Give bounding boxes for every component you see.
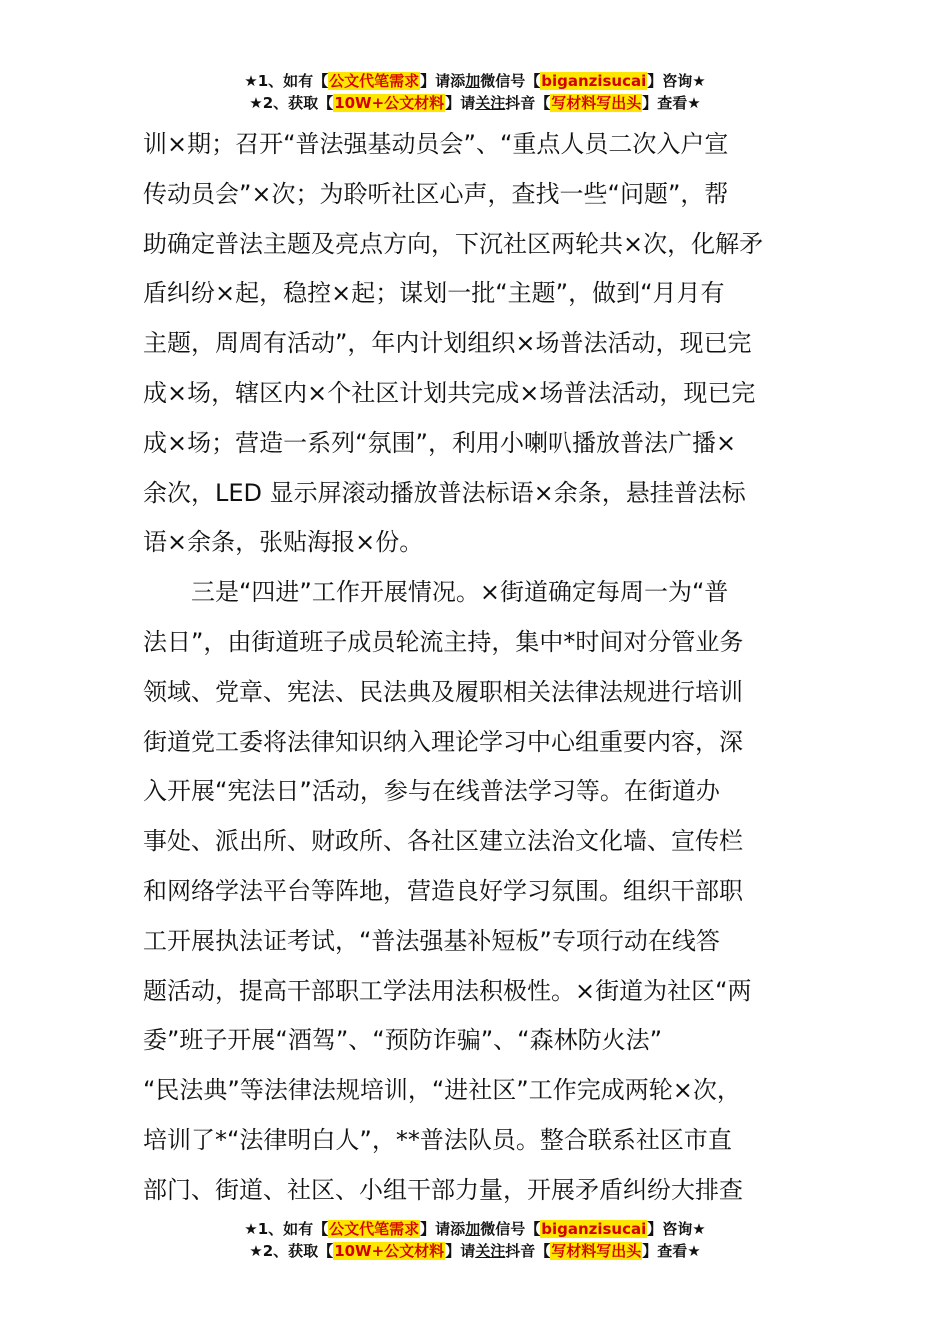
banner-text: 】请添 bbox=[420, 1220, 466, 1238]
footer-banner bbox=[0, 1218, 950, 1262]
banner-text: ★2、获取【 bbox=[249, 1242, 334, 1260]
body-line: 余次，LED 显示屏滚动播放普法标语×余条，悬挂普法标 bbox=[143, 478, 746, 507]
banner-underlined-text: 关注 bbox=[475, 1242, 506, 1260]
banner-text: ★1、如有【 bbox=[244, 1220, 329, 1238]
highlight-wechat-id: biganzisucai bbox=[541, 72, 647, 90]
body-line: 入开展“宪法日”活动，参与在线普法学习等。在街道办 bbox=[143, 777, 720, 806]
highlight-materials: 10W+公文材料 bbox=[334, 1242, 445, 1260]
body-line: 传动员会”×次；为聆听社区心声，查找一些“问题”，帮 bbox=[143, 179, 729, 208]
body-line: “民法典”等法律法规培训，“进社区”工作完成两轮×次， bbox=[143, 1076, 741, 1105]
body-line: 题活动，提高干部职工学法用法积极性。×街道为社区“两 bbox=[143, 976, 752, 1005]
banner-text: 】请 bbox=[445, 94, 476, 112]
body-line: 和网络学法平台等阵地，营造良好学习氛围。组织干部职 bbox=[143, 876, 743, 905]
banner-text: 微信号【 bbox=[480, 1220, 541, 1238]
body-line: 训×期；召开“普法强基动员会”、“重点人员二次入户宣 bbox=[143, 130, 729, 158]
highlight-wechat-id: biganzisucai bbox=[541, 1220, 647, 1238]
body-line: 工开展执法证考试，“普法强基补短板”专项行动在线答 bbox=[143, 926, 720, 955]
banner-underlined-text: 加 bbox=[465, 72, 481, 90]
banner-text: 抖音【 bbox=[505, 1242, 551, 1260]
banner-line-1 bbox=[0, 70, 950, 92]
body-line: 法日”，由街道班子成员轮流主持，集中*时间对分管业务 bbox=[143, 627, 744, 656]
banner-text: 】查看★ bbox=[642, 94, 701, 112]
highlight-douyin-account: 写材料写出头 bbox=[551, 94, 642, 112]
highlight-service: 公文代笔需求 bbox=[329, 72, 420, 90]
body-line: 成×场，辖区内×个社区计划共完成×场普法活动，现已完 bbox=[143, 378, 756, 407]
banner-text: 】咨询★ bbox=[647, 72, 706, 90]
body-line: 成×场；营造一系列“氛围”，利用小喇叭播放普法广播× bbox=[143, 428, 737, 457]
body-line: 事处、派出所、财政所、各社区建立法治文化墙、宣传栏 bbox=[143, 827, 743, 856]
banner-text: 】咨询★ bbox=[647, 1220, 706, 1238]
highlight-service: 公文代笔需求 bbox=[329, 1220, 420, 1238]
banner-text: ★2、获取【 bbox=[249, 94, 334, 112]
banner-text: 微信号【 bbox=[480, 72, 541, 90]
body-line: 三是“四进”工作开展情况。×街道确定每周一为“普 bbox=[143, 578, 729, 607]
banner-text: 抖音【 bbox=[505, 94, 551, 112]
banner-text: 】请添 bbox=[420, 72, 466, 90]
body-line: 语×余条，张贴海报×份。 bbox=[143, 528, 424, 557]
body-line: 领域、党章、宪法、民法典及履职相关法律法规进行培训 bbox=[143, 677, 743, 706]
banner-text: 】查看★ bbox=[642, 1242, 701, 1260]
body-line: 培训了*“法律明白人”，**普法队员。整合联系社区市直 bbox=[143, 1125, 732, 1154]
body-line: 街道党工委将法律知识纳入理论学习中心组重要内容，深 bbox=[143, 727, 743, 756]
body-line: 主题，周周有活动”，年内计划组织×场普法活动，现已完 bbox=[143, 329, 752, 358]
banner-text: 】请 bbox=[445, 1242, 476, 1260]
highlight-materials: 10W+公文材料 bbox=[334, 94, 445, 112]
header-banner bbox=[0, 70, 950, 114]
body-line: 盾纠纷×起，稳控×起；谋划一批“主题”，做到“月月有 bbox=[143, 279, 725, 308]
banner-text: ★1、如有【 bbox=[244, 72, 329, 90]
banner-line-2 bbox=[0, 92, 950, 114]
banner-line-2 bbox=[0, 1240, 950, 1262]
body-line: 助确定普法主题及亮点方向，下沉社区两轮共×次，化解矛 bbox=[143, 229, 764, 258]
highlight-douyin-account: 写材料写出头 bbox=[551, 1242, 642, 1260]
document-body bbox=[143, 120, 823, 1216]
body-line: 委”班子开展“酒驾”、“预防诈骗”、“森林防火法” bbox=[143, 1026, 663, 1055]
body-line: 部门、街道、社区、小组干部力量，开展矛盾纠纷大排查 bbox=[143, 1175, 743, 1204]
banner-underlined-text: 关注 bbox=[475, 94, 506, 112]
banner-line-1 bbox=[0, 1218, 950, 1240]
banner-underlined-text: 加 bbox=[465, 1220, 481, 1238]
